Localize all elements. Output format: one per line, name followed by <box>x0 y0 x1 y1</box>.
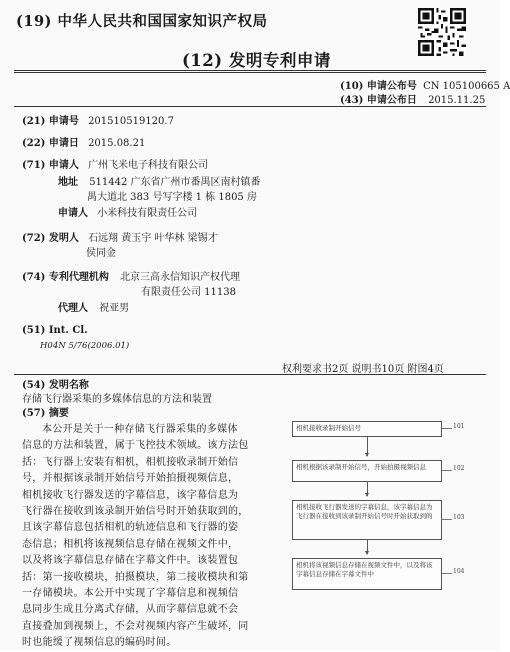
patent-office-name: (19) 中华人民共和国国家知识产权局 <box>16 13 268 30</box>
inventors-row <box>22 231 218 246</box>
inventors-label: (72) 发明人 <box>22 233 79 244</box>
application-number-row <box>22 114 174 129</box>
flow-step-number: 101 <box>453 423 465 430</box>
applicant-row <box>22 158 208 173</box>
patent-agency-label: (74) 专利代理机构 <box>22 272 109 283</box>
invention-title-label: (54) 发明名称 <box>22 380 89 391</box>
abstract-label: (57) 摘要 <box>22 408 69 419</box>
flow-step-box: 相机将该视频信息存储在视频文件中，以及将该字幕信息存储在字幕文件中 <box>292 558 442 590</box>
application-number-label: (21) 申请号 <box>22 116 79 127</box>
filing-date-label: (22) 申请日 <box>22 138 79 149</box>
flow-step-box: 相机接收飞行器发送的字幕信息，该字幕信息为飞行器在接收到该录制开始信号时开始获取到的 <box>292 500 442 540</box>
page-count-info: 权利要求书2页 说明书10页 附图4页 <box>282 364 444 375</box>
int-cl-label: (51) Int. Cl. <box>22 325 88 336</box>
abstract-line: 括：飞行器上安装有相机，相机接收录制开始信 <box>22 456 239 468</box>
flow-step-number: 104 <box>453 568 465 575</box>
abstract-line: 本公开是关于一种存储飞行器采集的多媒体 <box>42 424 238 435</box>
qr-code-icon <box>418 8 466 56</box>
publication-number-row <box>340 77 510 92</box>
address-line-1: 511442 广东省广州市番禺区南村镇番 <box>89 177 261 188</box>
abstract-line: 时也能缓了视频信息的编码时间。 <box>22 637 177 649</box>
second-applicant-row <box>58 206 197 221</box>
publication-date-label: (43) 申请公布日 <box>340 95 417 106</box>
publication-number-label: (10) 申请公布号 <box>340 81 417 92</box>
inventors-line-2: 侯同金 <box>86 248 116 259</box>
filing-date-value: 2015.08.21 <box>88 138 146 149</box>
applicant-value: 广州飞米电子科技有限公司 <box>88 160 209 171</box>
abstract-line: 息同步生成且分离式存储，从而字幕信息就不会 <box>22 604 239 616</box>
publication-number-value: CN 105100665 A <box>423 81 510 92</box>
address-line-2: 禺大道北 383 号写字楼 1 栋 1805 房 <box>87 192 257 203</box>
second-applicant-value: 小米科技有限责任公司 <box>97 208 198 219</box>
second-applicant-label: 申请人 <box>58 208 88 219</box>
int-cl-value: H04N 5/76(2006.01) <box>40 341 130 351</box>
abstract-line: 飞行器在接收到该录制开始信号时开始获取到的， <box>22 506 249 518</box>
filing-date-row <box>22 136 145 151</box>
publication-date-value: 2015.11.25 <box>428 95 486 106</box>
abstract-line: 括：第一接收模块，拍摄模块，第二接收模块和第 <box>22 571 249 583</box>
abstract-line: 直接叠加到视频上，不会对视频内容产生破坏，同 <box>22 620 249 632</box>
inventors-line-1: 石远翔 黄玉宇 叶华林 梁锡才 <box>88 233 218 244</box>
flow-step-number: 102 <box>453 465 465 472</box>
abstract-line: 以及将该字幕信息存储在字幕文件中。该装置包 <box>22 555 239 567</box>
invention-title-value: 存储飞行器采集的多媒体信息的方法和装置 <box>22 394 212 405</box>
abstract-line: 号，并根据该录制开始信号开始拍摄视频信息， <box>22 473 239 485</box>
patent-agency-line-2: 有限责任公司 11138 <box>141 287 236 298</box>
agent-label: 代理人 <box>58 303 88 314</box>
abstract-text <box>22 422 274 652</box>
patent-agency-line-1: 北京三高永信知识产权代理 <box>120 272 241 283</box>
agent-value: 祝亚男 <box>99 303 130 314</box>
address-row <box>58 175 261 190</box>
applicant-label: (71) 申请人 <box>22 160 79 171</box>
publication-date-row <box>340 91 485 106</box>
address-label: 地址 <box>58 177 78 188</box>
application-number-value: 201510519120.7 <box>88 116 174 127</box>
abstract-line: 信息的方法和装置，属于飞控技术领域。该方法包 <box>22 440 249 452</box>
abstract-line: 且该字幕信息包括相机的轨迹信息和飞行器的姿 <box>22 522 239 534</box>
flow-step-box: 相机根据该录制开始信号，开始拍摄视频信息 <box>292 460 442 482</box>
patent-agency-row <box>22 270 240 285</box>
abstract-line: 态信息；相机将该视频信息存储在视频文件中， <box>22 538 239 550</box>
flow-step-box: 相机接收录制开始信号 <box>292 421 442 437</box>
agent-row <box>58 301 129 316</box>
abstract-line: 相机接收飞行器发送的字幕信息，该字幕信息为 <box>22 489 239 501</box>
document-type-heading: (12) 发明专利申请 <box>182 51 331 70</box>
abstract-line: 一存储模块。本公开中实现了字幕信息和视频信 <box>22 588 239 600</box>
flow-step-number: 103 <box>453 514 465 521</box>
